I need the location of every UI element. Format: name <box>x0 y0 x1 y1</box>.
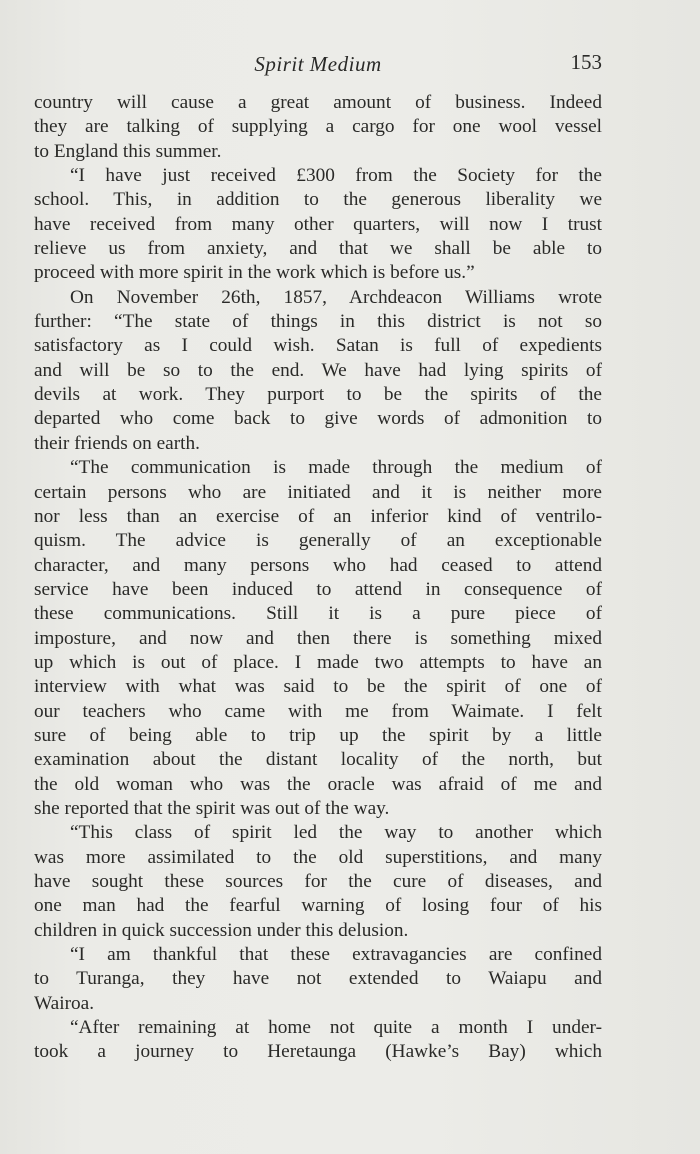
text-line: sure of being able to trip up the spirit by a little <box>34 724 602 746</box>
text-line: to England this summer. <box>34 140 222 162</box>
text-line: further: “The state of things in this district is not so <box>34 311 602 333</box>
text-line: and will be so to the end. We have had lying spirits of <box>34 359 602 381</box>
text-line: to Turanga, they have not extended to Waiapu and <box>34 968 602 990</box>
text-line: they are talking of supplying a cargo for one wool vessel <box>34 116 602 138</box>
text-line: she reported that the spirit was out of the way. <box>34 797 390 819</box>
page-number: 153 <box>570 50 602 74</box>
body-text <box>34 91 602 1065</box>
text-line: certain persons who are initiated and it is neither more <box>34 481 602 503</box>
text-line: devils at work. They purport to be the spirits of the <box>34 384 602 406</box>
text-line: school. This, in addition to the generous liberality we <box>34 189 602 211</box>
text-line: one man had the fearful warning of losing four of his <box>34 895 602 917</box>
text-line: have received from many other quarters, will now I trust <box>34 213 602 235</box>
text-line: country will cause a great amount of business. Indeed <box>34 92 602 113</box>
running-head <box>34 46 602 80</box>
text-line: these communications. Still it is a pure piece of <box>34 603 602 625</box>
text-line: On November 26th, 1857, Archdeacon Williams wrote <box>70 286 602 308</box>
text-line: was more assimilated to the old superstitions, and many <box>34 846 602 868</box>
text-line: Wairoa. <box>34 992 95 1014</box>
text-line: “After remaining at home not quite a month I under- <box>70 1017 602 1039</box>
text-line: “This class of spirit led the way to another which <box>70 822 602 844</box>
text-line: interview with what was said to be the spirit of one of <box>34 676 602 698</box>
text-line: up which is out of place. I made two attempts to have an <box>34 651 602 673</box>
text-line: departed who come back to give words of admonition to <box>34 408 602 430</box>
text-line: satisfactory as I could wish. Satan is full of expedients <box>34 335 602 357</box>
text-line: quism. The advice is generally of an exceptionable <box>34 530 602 552</box>
text-line: service have been induced to attend in consequence of <box>34 578 602 600</box>
text-line: “The communication is made through the medium of <box>70 457 602 479</box>
text-line: imposture, and now and then there is something mixed <box>34 627 602 649</box>
text-line: the old woman who was the oracle was afraid of me and <box>34 773 602 795</box>
text-line: examination about the distant locality of the north, but <box>34 749 602 771</box>
text-line: our teachers who came with me from Waimate. I felt <box>34 700 602 722</box>
text-line: took a journey to Heretaunga (Hawke’s Bay) which <box>34 1041 602 1063</box>
text-line: “I am thankful that these extravagancies are confined <box>70 944 602 966</box>
text-line: relieve us from anxiety, and that we shall be able to <box>34 238 602 260</box>
running-title: Spirit Medium <box>254 52 382 76</box>
text-line: character, and many persons who had ceased to attend <box>34 554 602 576</box>
text-line: have sought these sources for the cure of diseases, and <box>34 871 602 892</box>
text-line: their friends on earth. <box>34 432 200 454</box>
text-line: proceed with more spirit in the work which is before us.” <box>34 262 475 284</box>
text-line: children in quick succession under this delusion. <box>34 919 409 941</box>
text-line: “I have just received £300 from the Society for the <box>70 165 602 187</box>
text-line: nor less than an exercise of an inferior kind of ventrilo- <box>34 505 602 527</box>
